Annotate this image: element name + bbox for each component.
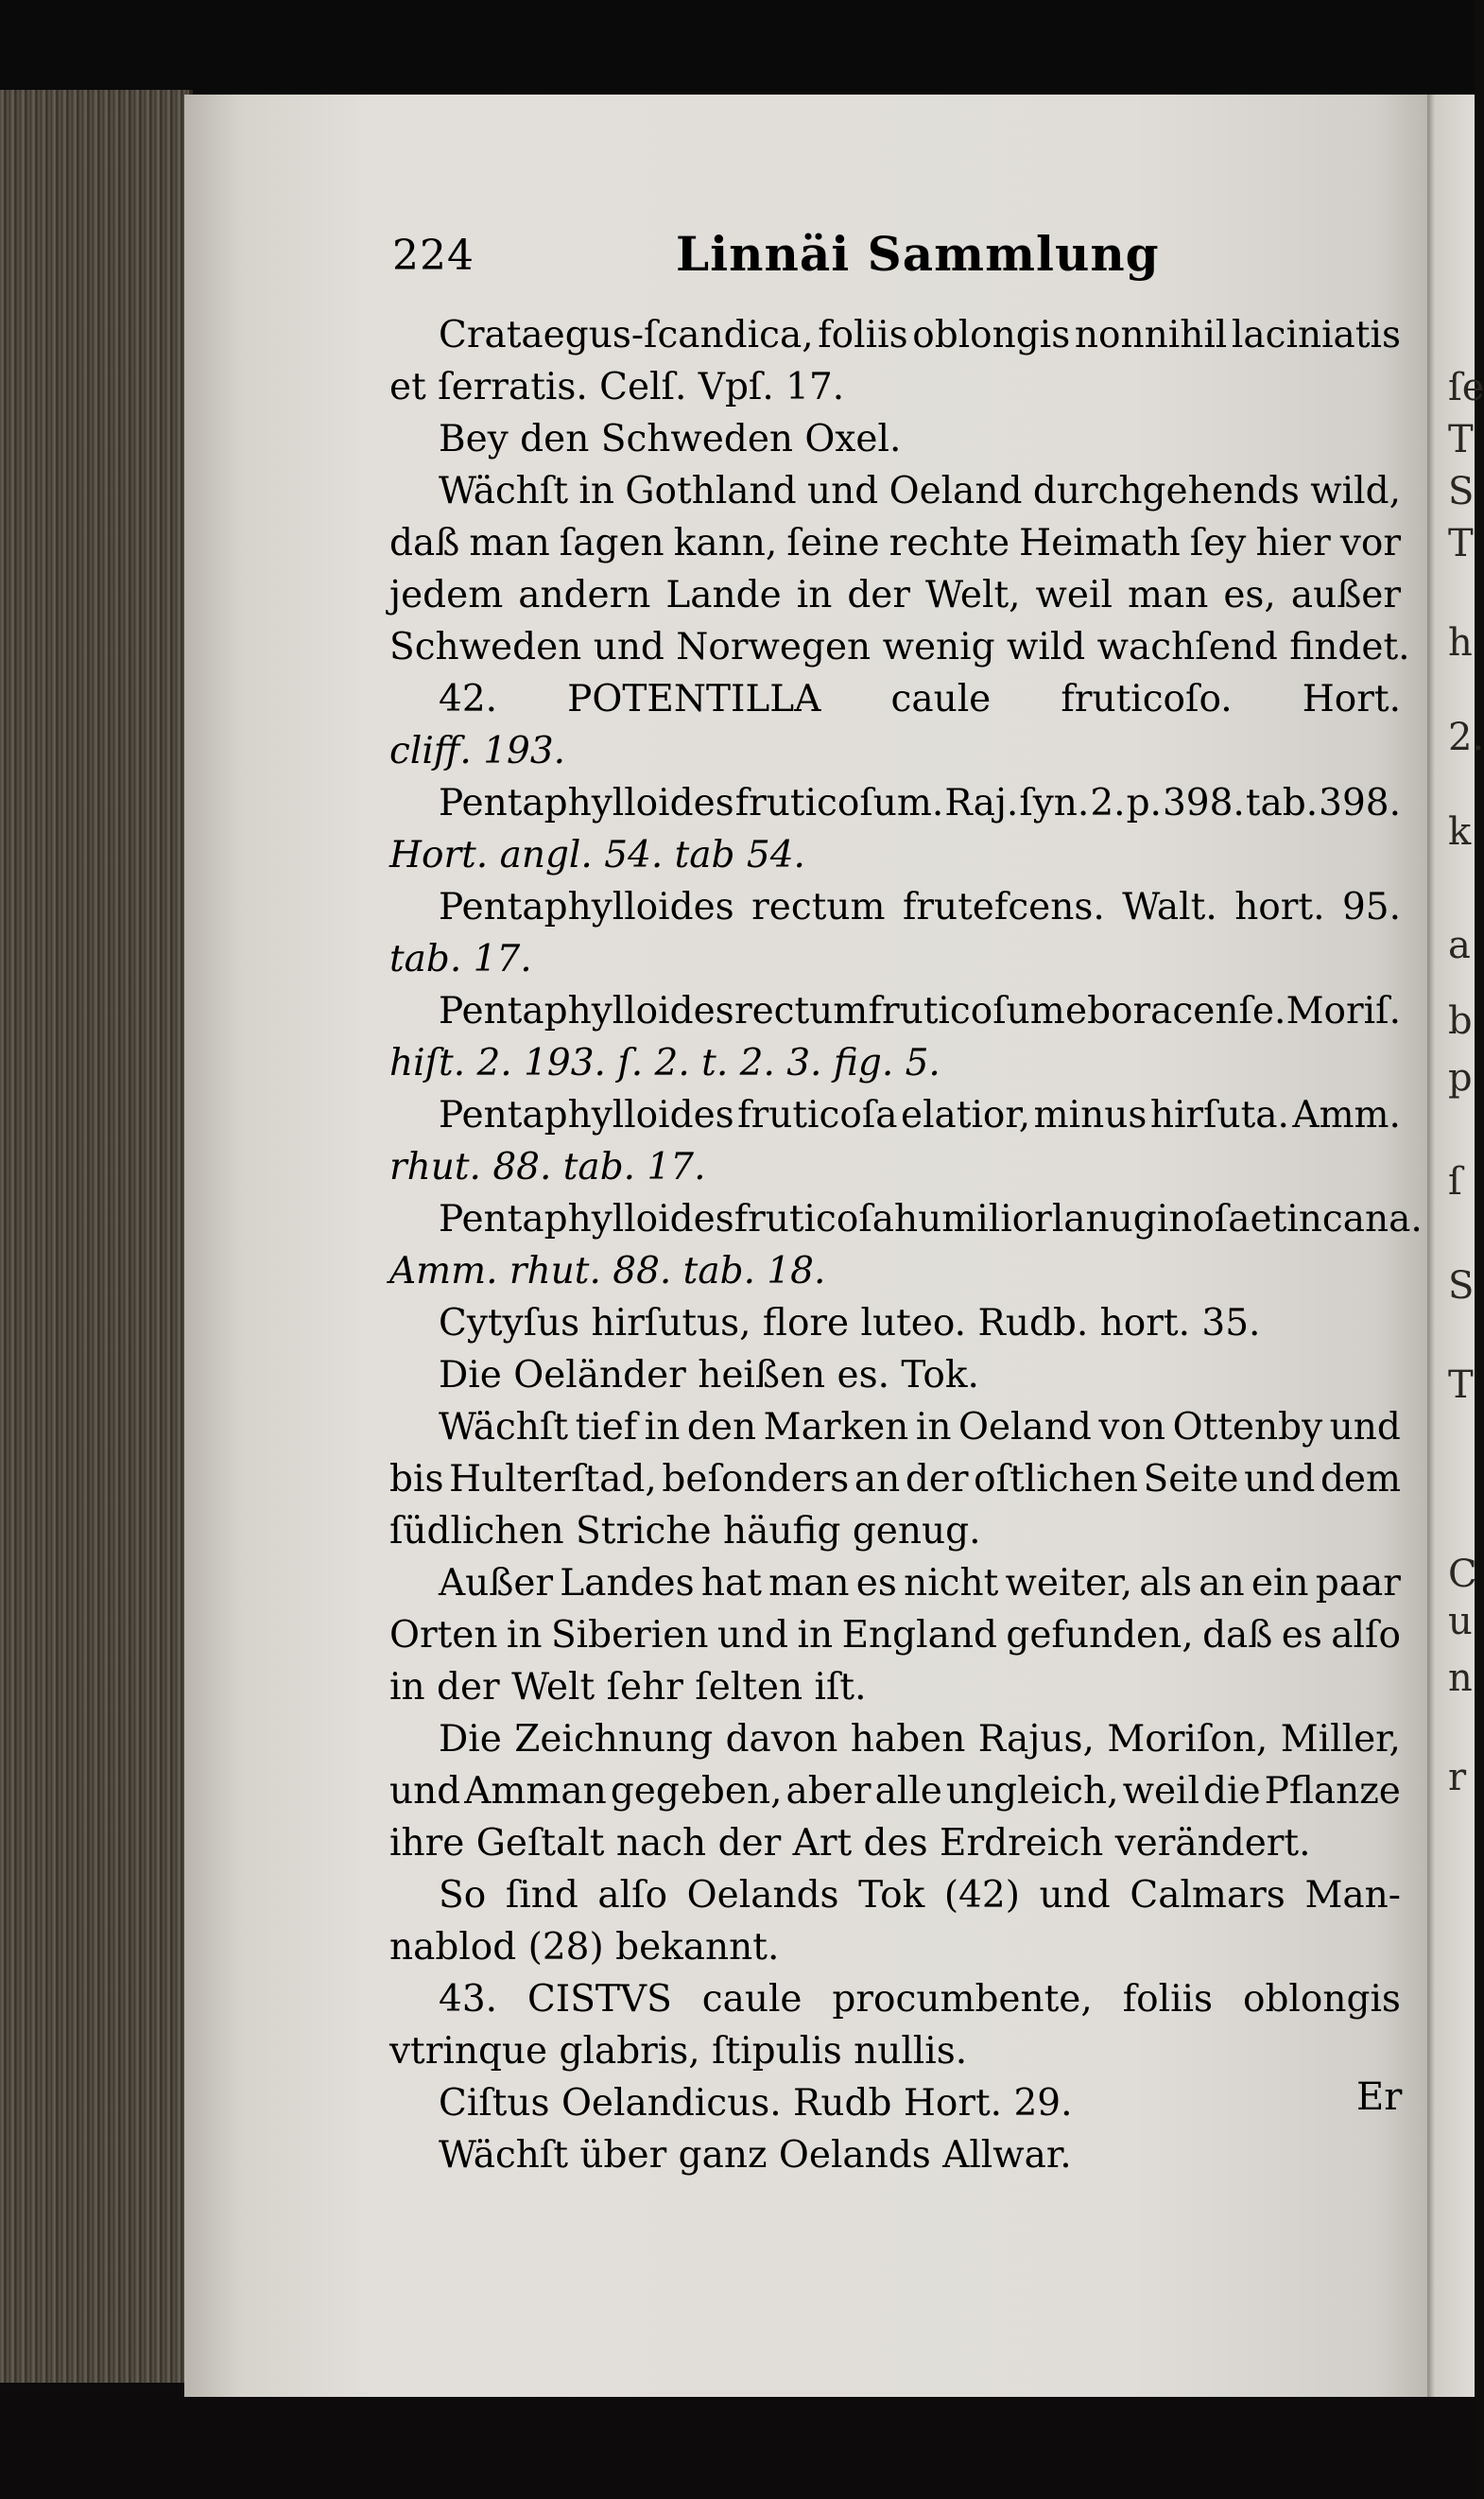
text-line: cliff. 193. — [389, 730, 566, 772]
text-line: Ciſtus Oelandicus. Rudb Hort. 29. — [439, 2082, 1073, 2125]
text-line: ſüdlichen Striche häufig genug. — [389, 1510, 981, 1553]
facing-fragment: T — [1448, 1363, 1474, 1407]
facing-fragment: b — [1448, 999, 1473, 1043]
text-line: Pentaphylloides fruticoſum. Raj. ſyn. 2. p. 398. tab. 398. — [439, 782, 1401, 824]
facing-fragment: k — [1448, 810, 1472, 854]
text-line: Orten in Siberien und in England gefunden, daß es alſo — [389, 1614, 1401, 1657]
facing-fragment: S — [1448, 1264, 1475, 1308]
text-line: So ſind alſo Oelands Tok (42) und Calmars Man- — [439, 1874, 1401, 1917]
facing-fragment: T — [1448, 522, 1474, 565]
text-line: 43. CISTVS caule procumbente, foliis oblongis — [439, 1978, 1401, 2021]
page-header — [392, 226, 1224, 288]
text-line: nablod (28) bekannt. — [389, 1926, 780, 1969]
book-shadow-bottom — [0, 2383, 1475, 2499]
text-line: Pentaphylloides rectum fruticoſum eboracenſe. Moriſ. — [439, 990, 1401, 1033]
text-line: Wächſt über ganz Oelands Allwar. — [439, 2134, 1072, 2177]
text-line: Pentaphylloides rectum frutefcens. Walt. hort. 95. — [439, 886, 1401, 928]
text-line: 42. POTENTILLA caule fruticoſo. Hort. — [439, 678, 1401, 720]
text-line: Pentaphylloides fruticoſa humilior lanuginoſa et incana. — [439, 1198, 1423, 1241]
page-edges — [0, 90, 193, 2406]
facing-fragment: S — [1448, 470, 1475, 513]
facing-fragment: n — [1448, 1657, 1473, 1700]
facing-fragment: ſe — [1448, 366, 1484, 409]
text-line: jedem andern Lande in der Welt, weil man es, außer — [389, 574, 1401, 616]
facing-fragment: 2. — [1448, 716, 1484, 759]
text-line: Außer Landes hat man es nicht weiter, als an ein paar — [439, 1562, 1401, 1605]
facing-page-edge — [1427, 95, 1484, 2397]
text-line: Schweden und Norwegen wenig wild wachſend findet. — [389, 626, 1410, 668]
facing-fragment: ſ — [1448, 1160, 1462, 1204]
text-line: rhut. 88. tab. 17. — [389, 1146, 706, 1189]
text-line: Wächſt in Gothland und Oeland durchgehends wild, — [439, 470, 1401, 512]
text-line: Pentaphylloides fruticoſa elatior, minus hirſuta. Amm. — [439, 1094, 1401, 1137]
text-line: vtrinque glabris, ſtipulis nullis. — [389, 2030, 968, 2073]
text-line: Die Zeichnung davon haben Rajus, Moriſon, Miller, — [439, 1718, 1401, 1761]
text-line: hiſt. 2. 193. ſ. 2. t. 2. 3. fig. 5. — [389, 1042, 940, 1085]
text-line: Cytyſus hirſutus, flore luteo. Rudb. hort. 35. — [439, 1302, 1261, 1345]
facing-fragment: r — [1448, 1756, 1467, 1799]
catchword: Er — [1356, 2075, 1403, 2119]
text-line: daß man ſagen kann, ſeine rechte Heimath ſey hier vor — [389, 522, 1401, 564]
text-line: Wächſt tief in den Marken in Oeland von Ottenby und — [439, 1406, 1401, 1449]
text-line: in der Welt ſehr ſelten iſt. — [389, 1666, 867, 1709]
facing-fragment: p — [1448, 1056, 1473, 1100]
facing-fragment: T — [1448, 418, 1474, 461]
text-line: ihre Geſtalt nach der Art des Erdreich verändert. — [389, 1822, 1311, 1865]
text-line: Die Oeländer heißen es. Tok. — [439, 1354, 979, 1397]
text-line: et ſerratis. Celſ. Vpſ. 17. — [389, 366, 845, 408]
facing-fragment: C — [1448, 1553, 1477, 1596]
facing-fragment: a — [1448, 924, 1471, 967]
text-line: Amm. rhut. 88. tab. 18. — [389, 1250, 826, 1293]
facing-fragment: u — [1448, 1600, 1473, 1643]
text-line: und Amman gegeben, aber alle ungleich, weil die Pflanze — [389, 1770, 1401, 1813]
text-line: Bey den Schweden Oxel. — [439, 418, 902, 460]
page-number: 224 — [392, 232, 475, 280]
running-head: Linnäi Sammlung — [676, 226, 1160, 282]
book-shadow-top — [0, 0, 1475, 95]
text-line: Hort. angl. 54. tab 54. — [389, 834, 805, 876]
text-line: tab. 17. — [389, 938, 532, 981]
facing-fragment: h — [1448, 621, 1473, 665]
text-line: Crataegus-ſcandica, foliis oblongis nonnihil laciniatis — [439, 314, 1401, 356]
text-line: bis Hulterſtad, beſonders an der oſtlichen Seite und dem — [389, 1458, 1401, 1501]
